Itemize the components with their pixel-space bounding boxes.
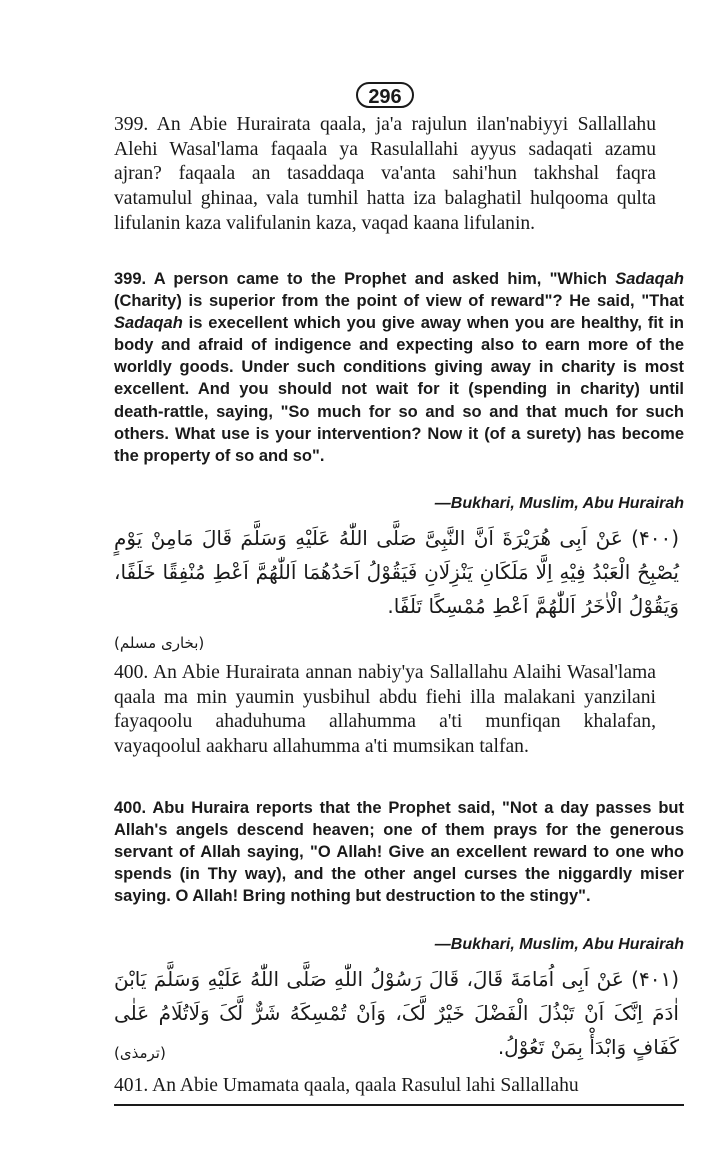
- translation-text: 399. A person came to the Prophet and asked him, "Which: [114, 270, 616, 288]
- hadith-399-translation: [114, 268, 684, 467]
- hadith-400-arabic: (۴۰۰) عَنْ اَبِی هُرَیْرَةَ اَنَّ النَّبِیَّ صَلَّی اللّٰهُ عَلَیْهِ وَسَلَّمَ قَالَ مَامِنْ یَوْمٍ یُصْبِحُ الْعَبْدُ فِیْهِ اِلَّا مَلَکَانِ یَنْزِلَانِ فَیَقُوْلُ اَحَدُهُمَا اَللّٰهُمَّ اَعْطِ مُنْفِقًا خَلَفًا، وَیَقُوْلُ الْاٰخَرُ اَللّٰهُمَّ اَعْطِ مُمْسِکًا تَلَفًا.: [114, 526, 679, 618]
- page-number: 296: [356, 82, 414, 108]
- translation-term: Sadaqah: [615, 270, 684, 288]
- hadith-400-translation: 400. Abu Huraira reports that the Prophet said, "Not a day passes but Allah's angels descend heaven; one of them prays for the generous servant of Allah saying, "O Allah! Give an excellent reward to one who spends (in Thy way), and the other angel curses the niggardly miser saying. O Allah! Bring nothing but destruction to the stingy".: [114, 799, 684, 906]
- hadith-401-arabic: (۴۰۱) عَنْ اَبِی اُمَامَةَ قَالَ، قَالَ رَسُوْلُ اللّٰهِ صَلَّی اللّٰهُ عَلَیْهِ وَسَلَّمَ یَابْنَ اٰدَمَ اِنَّکَ اَنْ تَبْذُلَ الْفَضْلَ خَیْرٌ لَّکَ، وَاَنْ تُمْسِکَهُ شَرٌّ لَّکَ وَلَاتُلَامُ عَلٰی کَفَافٍ وَابْدَأْ بِمَنْ تَعُوْلُ.: [114, 967, 679, 1059]
- translation-text: is execellent which you give away when you are healthy, fit in body and afraid of indigence and expecting also to earn more of the worldly goods. Under such conditions giving away in charity is most excellent. And you should not wait for it (spending in charity) until death-rattle, saying, "So much for so and so and that much for such others. What use is your intervention? Now it (of a surety) has become the property of so and so".: [114, 314, 684, 465]
- hadith-400-transliteration: 400. An Abie Hurairata annan nabiy'ya Sallallahu Alaihi Wasal'lama qaala ma min yaumin yusbihul abdu fiehi illa malakani yanzilani fayaqoolu ahaduhuma allahumma a'ti munfiqan khalafan, vayaqoolul aakharu allahumma a'ti mumsikan talfan.: [114, 662, 656, 758]
- hadith-399-attribution: —Bukhari, Muslim, Abu Hurairah: [434, 495, 684, 512]
- hadith-400-attribution: —Bukhari, Muslim, Abu Hurairah: [434, 936, 684, 953]
- bottom-rule: [114, 1104, 684, 1106]
- hadith-399-transliteration: 399. An Abie Hurairata qaala, ja'a rajulun ilan'nabiyyi Sallallahu Alehi Wasal'lama faqaala ya Rasulallahi ayyus sadaqati azamu ajran? faqaala an tasaddaqa va'anta sahi'hun takhshal faqra vatamulul ghinaa, vala tumhil hatta iza balaghatil hulqooma qulta lifulanin kaza valifulanin kaza, vaqad kaana lifulanin.: [114, 114, 656, 234]
- hadith-401-reference: (ترمذی): [114, 1044, 166, 1062]
- translation-text: (Charity) is superior from the point of view of reward"? He said, "That: [114, 292, 684, 311]
- hadith-400-reference: (بخاری مسلم): [114, 634, 205, 652]
- translation-term: Sadaqah: [114, 314, 183, 333]
- hadith-401-transliteration: 401. An Abie Umamata qaala, qaala Rasulul lahi Sallallahu: [114, 1075, 579, 1096]
